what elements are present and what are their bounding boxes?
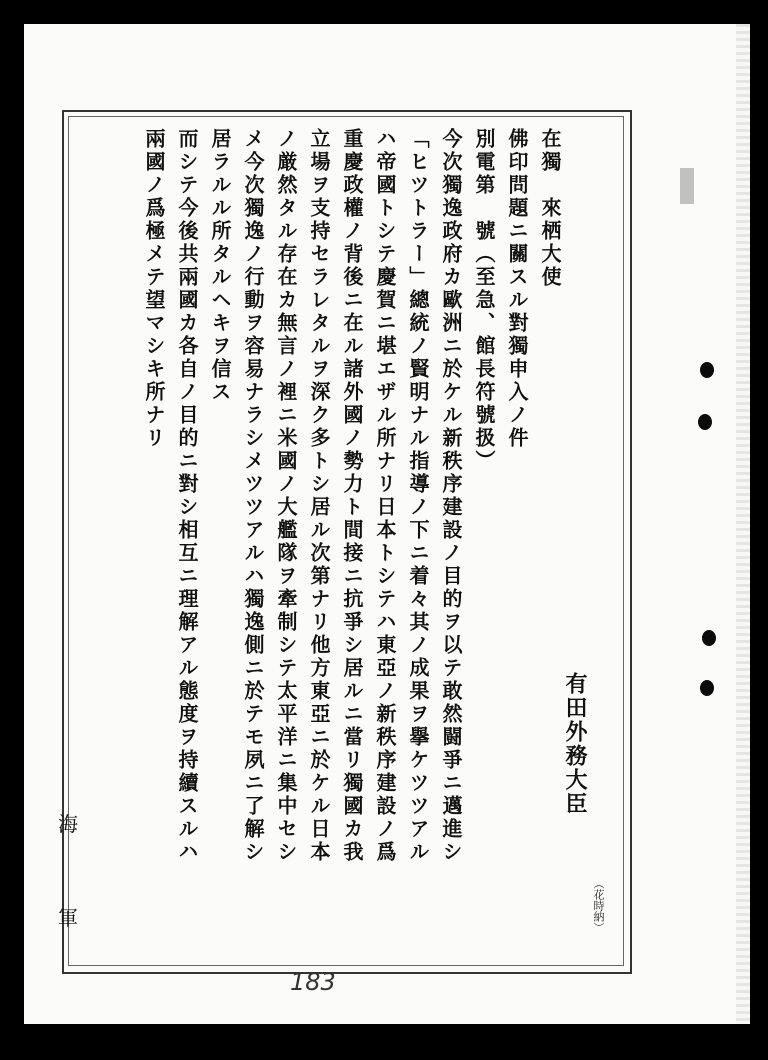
recipient-line: 在獨 來栖大使 <box>538 128 562 289</box>
body-line: 立場ヲ支持セラレタルヲ深ク多トシ居ル次第ナリ他方東亞ニ於ケル日本 <box>307 128 331 864</box>
body-line: 今次獨逸政府カ歐洲ニ於ケル新秩序建設ノ目的ヲ以テ敢然闘爭ニ邁進シ <box>439 128 463 864</box>
reference-line: 別電第 號（至急、館長符號扱） <box>472 128 496 473</box>
page-number: 183 <box>290 968 336 996</box>
subject-line: 佛印問題ニ關スル對獨申入ノ件 <box>505 128 529 450</box>
binding-hole <box>700 680 714 696</box>
body-line: 而シテ今後共兩國カ各自ノ目的ニ對シ相互ニ理解アル態度ヲ持續スルハ <box>175 128 199 864</box>
sender-signature: 有田外務大臣 <box>562 672 588 816</box>
side-label-top: 海 <box>58 812 78 836</box>
margin-scribble <box>680 168 694 204</box>
body-line: 居ラルル所タルヘキヲ信ス <box>208 128 232 404</box>
page-edge-shadow <box>736 24 750 1024</box>
body-line: 兩國ノ爲極メテ望マシキ所ナリ <box>142 128 166 450</box>
body-line: 重慶政權ノ背後ニ在ル諸外國ノ勢力ト間接ニ抗爭シ居ルニ當リ獨國カ我 <box>340 128 364 864</box>
binding-hole <box>700 362 714 378</box>
body-line: ハ帝國トシテ慶賀ニ堪エザル所ナリ日本トシテハ東亞ノ新秩序建設ノ爲 <box>373 128 397 864</box>
margin-note: （花時納） <box>592 878 605 933</box>
body-line: ノ厳然タル存在カ無言ノ裡ニ米國ノ大艦隊ヲ牽制シテ太平洋ニ集中セシ <box>274 128 298 864</box>
binding-hole <box>702 630 716 646</box>
body-line: メ今次獨逸ノ行動ヲ容易ナラシメツツアルハ獨逸側ニ於テモ夙ニ了解シ <box>241 128 265 864</box>
side-label-bottom: 軍 <box>58 906 78 930</box>
binding-hole <box>698 414 712 430</box>
body-line: 「ヒツトラー」總統ノ賢明ナル指導ノ下ニ着々其ノ成果ヲ擧ケツツアル <box>406 128 430 864</box>
telegram-body <box>76 128 586 958</box>
